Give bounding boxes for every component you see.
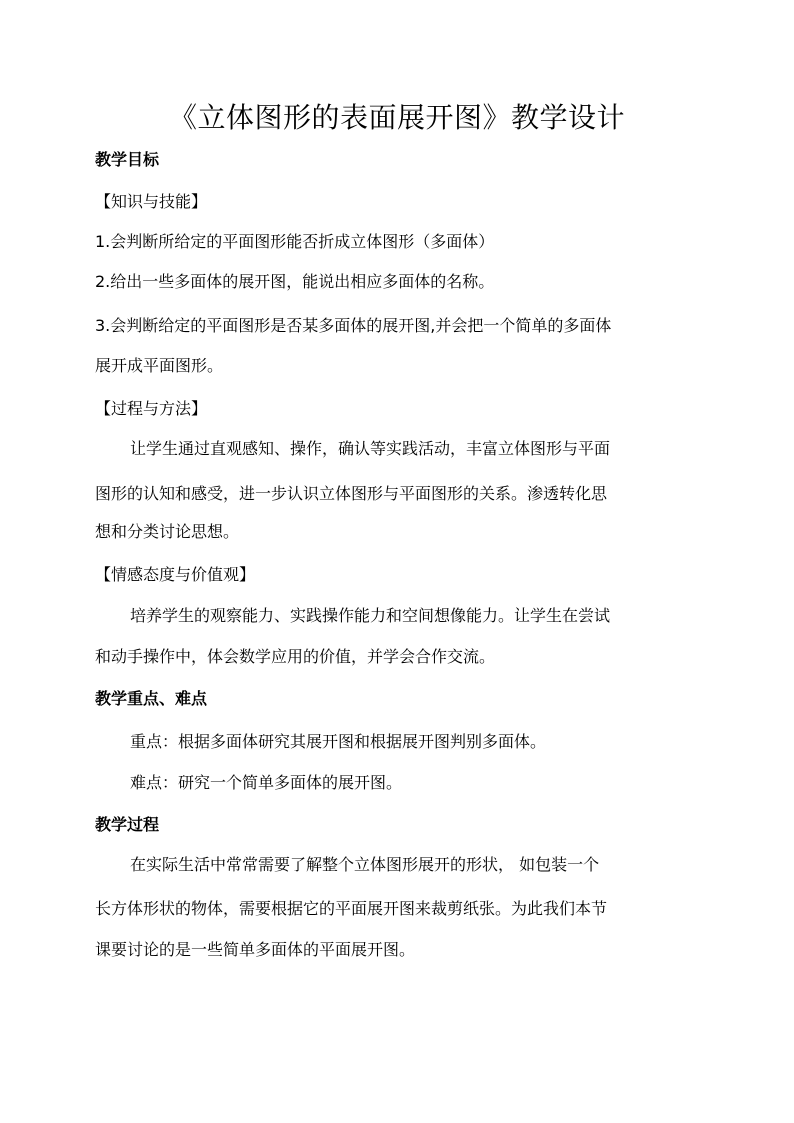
emotion-heading: 【情感态度与价值观】 (95, 565, 256, 584)
knowledge-item-3-continued: 展开成平面图形。 (95, 356, 224, 375)
knowledge-heading: 【知识与技能】 (95, 192, 208, 211)
procedure-heading: 教学过程 (95, 815, 160, 834)
emotion-paragraph-line-2: 和动手操作中，体会数学应用的价值，并学会合作交流。 (95, 647, 496, 666)
process-heading: 【过程与方法】 (95, 399, 208, 418)
difficulty-text: 难点：研究一个简单多面体的展开图。 (130, 773, 403, 792)
keypoint-text: 重点：根据多面体研究其展开图和根据展开图判别多面体。 (130, 732, 547, 751)
document-title: 《立体图形的表面展开图》教学设计 (168, 101, 625, 134)
knowledge-item-1: 1.会判断所给定的平面图形能否折成立体图形（多面体） (95, 232, 495, 251)
process-paragraph-line-3: 想和分类讨论思想。 (95, 522, 240, 541)
objectives-heading: 教学目标 (95, 150, 160, 169)
keypoints-heading: 教学重点、难点 (95, 689, 208, 708)
knowledge-item-3: 3.会判断给定的平面图形是否某多面体的展开图,并会把一个简单的多面体 (95, 316, 612, 335)
procedure-paragraph-line-2: 长方体形状的物体，需要根据它的平面展开图来裁剪纸张。为此我们本节 (95, 899, 608, 918)
procedure-paragraph-line-3: 课要讨论的是一些简单多面体的平面展开图。 (95, 940, 416, 959)
process-paragraph-line-2: 图形的认知和感受，进一步认识立体图形与平面图形的关系。渗透转化思 (95, 484, 608, 503)
knowledge-item-2: 2.给出一些多面体的展开图，能说出相应多面体的名称。 (95, 272, 495, 291)
procedure-paragraph-line-1: 在实际生活中常常需要了解整个立体图形展开的形状， 如包装一个 (130, 855, 600, 874)
process-paragraph-line-1: 让学生通过直观感知、操作，确认等实践活动，丰富立体图形与平面 (130, 439, 611, 458)
emotion-paragraph-line-1: 培养学生的观察能力、实践操作能力和空间想像能力。让学生在尝试 (130, 606, 611, 625)
